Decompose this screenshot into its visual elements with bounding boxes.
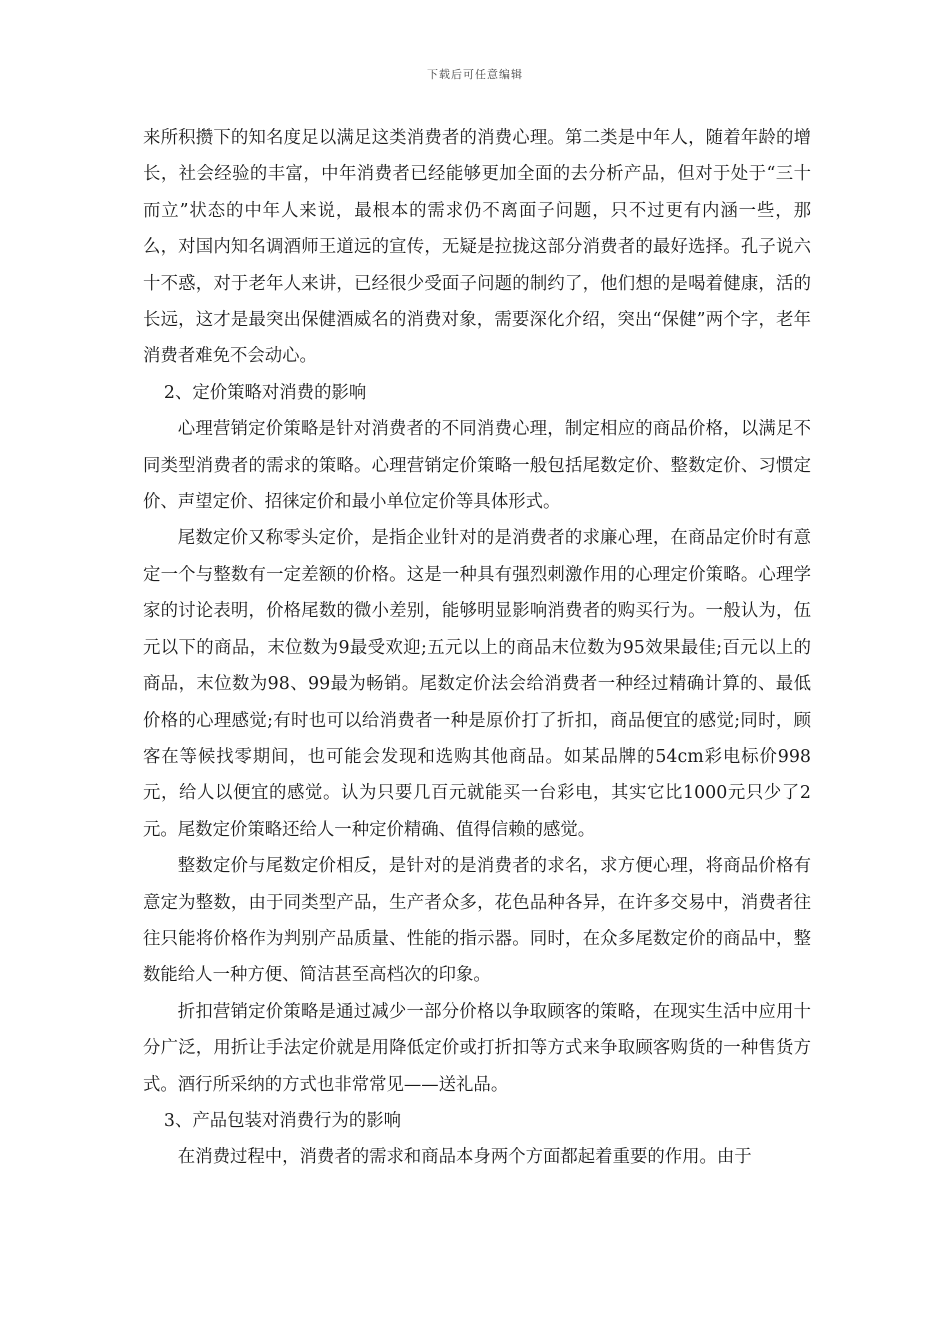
- page-header: 下载后可任意编辑: [427, 68, 523, 81]
- section-heading-packaging: 3、产品包装对消费行为的影响: [163, 1110, 402, 1131]
- document-body: [143, 120, 811, 1176]
- paragraph-packaging: 在消费过程中，消费者的需求和商品本身两个方面都起着重要的作用。由于: [177, 1147, 752, 1168]
- paragraph-psychological-pricing: 心理营销定价策略是针对消费者的不同消费心理，制定相应的商品价格，以满足不同类型消费者的需求的策略。心理营销定价策略一般包括尾数定价、整数定价、习惯定价、声望定价、招徕定价和最小单位定价等具体形式。: [143, 419, 811, 513]
- paragraph-continued: 来所积攒下的知名度足以满足这类消费者的消费心理。第二类是中年人，随着年龄的增长，社会经验的丰富，中年消费者已经能够更加全面的去分析产品，但对于处于“三十而立”状态的中年人来说，最根本的需求仍不离面子问题，只不过更有内涵一些，那么，对国内知名调酒师王道远的宣传，无疑是拉拢这部分消费者的最好选择。孔子说六十不惑，对于老年人来讲，已经很少受面子问题的制约了，他们想的是喝着健康，活的长远，这才是最突出保健酒威名的消费对象，需要深化介绍，突出“保健”两个字，老年消费者难免不会动心。: [143, 128, 811, 367]
- section-heading-pricing: 2、定价策略对消费的影响: [163, 382, 367, 403]
- paragraph-round-pricing: 整数定价与尾数定价相反，是针对的是消费者的求名，求方便心理，将商品价格有意定为整数，由于同类型产品，生产者众多，花色品种各异，在许多交易中，消费者往往只能将价格作为判别产品质量、性能的指示器。同时，在众多尾数定价的商品中，整数能给人一种方便、简洁甚至高档次的印象。: [143, 856, 811, 986]
- paragraph-odd-pricing: 尾数定价又称零头定价，是指企业针对的是消费者的求廉心理，在商品定价时有意定一个与整数有一定差额的价格。这是一种具有强烈刺激作用的心理定价策略。心理学家的讨论表明，价格尾数的微小差别，能够明显影响消费者的购买行为。一般认为，伍元以下的商品，末位数为9最受欢迎;五元以上的商品末位数为95效果最佳;百元以上的商品，末位数为98、99最为畅销。尾数定价法会给消费者一种经过精确计算的、最低价格的心理感觉;有时也可以给消费者一种是原价打了折扣，商品便宜的感觉;同时，顾客在等候找零期间，也可能会发现和选购其他商品。如某品牌的54cm彩电标价998元，给人以便宜的感觉。认为只要几百元就能买一台彩电，其实它比1000元只少了2元。尾数定价策略还给人一种定价精确、值得信赖的感觉。: [143, 528, 811, 840]
- paragraph-discount-pricing: 折扣营销定价策略是通过减少一部分价格以争取顾客的策略，在现实生活中应用十分广泛，用折让手法定价就是用降低定价或打折扣等方式来争取顾客购货的一种售货方式。酒行所采纳的方式也非常常见——送礼品。: [143, 1001, 811, 1095]
